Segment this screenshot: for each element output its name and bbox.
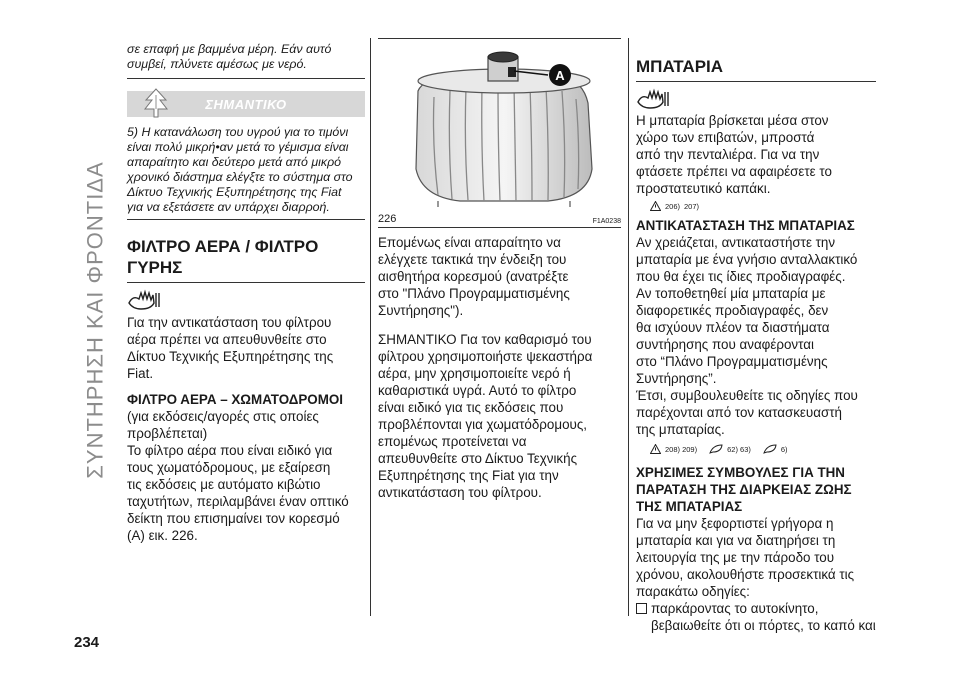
figure-top-rule [378, 38, 621, 39]
figure-bottom-rule [378, 227, 621, 228]
page-number: 234 [74, 634, 100, 651]
environment-icon [763, 444, 777, 454]
battery-life-tips-subheading: ΧΡΗΣΙΜΕΣ ΣΥΜΒΟΥΛΕΣ ΓΙΑ ΤΗΝ ΠΑΡΑΤΑΣΗ ΤΗΣ ΔΙΑΡΚΕΙΑΣ ΖΩΗΣ ΤΗΣ ΜΠΑΤΑΡΙΑΣ [636, 465, 852, 514]
intro-underline [127, 78, 365, 79]
warning-references-2: 208) 209) 62) 63) 6) [636, 444, 876, 454]
figure-caption [378, 213, 621, 225]
warning-triangle-icon [650, 201, 661, 211]
column-divider-left [370, 38, 371, 616]
checkbox-bullet-icon [636, 603, 647, 614]
heading-underline [127, 282, 365, 283]
important-note-text: 5) Η κατανάλωση του υγρού για το τιμόνι είναι πολύ μικρή•αν μετά το γέμισμα είναι απαραίτητο και δεύτερο μετά από μικρό χρονικό διάστημα ελέγξτε το σύστημα στο Δίκτυο Τεχνικής Εξυπηρέτησης της Fiat για να εξετάσετε αν υπάρχει διαρροή. [127, 125, 353, 214]
column-3 [636, 38, 876, 634]
battery-life-tips-paragraph: Για να μην ξεφορτιστεί γρήγορα η μπαταρία και για να διατηρήσει τη λειτουργία της με την πάροδο του χρόνου, ακολουθήστε προσεκτικά τις παρακάτω οδηγίες: [636, 516, 855, 599]
air-filter-illustration [378, 51, 621, 207]
maintenance-glove-icon [636, 88, 670, 110]
tree-icon [143, 87, 169, 119]
air-filter-figure [378, 51, 621, 207]
intro-text: σε επαφή με βαμμένα μέρη. Εάν αυτό συμβεί, πλύνετε αμέσως με νερό. [127, 42, 332, 71]
column-divider-right [628, 38, 629, 616]
dirt-road-filter-paragraph: (για εκδόσεις/αγορές στις οποίες προβλέπεται) Το φίλτρο αέρα που είναι ειδικό για τους χωματόδρομους, με εξαίρεση τις εκδόσεις με αυτόματο κιβώτιο ταχυτήτων, περιλαμβάνει έναν οπτικό δείκτη που επισημαίνει τον κορεσμό (A) εικ. 226. [127, 409, 349, 543]
filter-cleaning-paragraph: ΣΗΜΑΝΤΙΚΟ Για τον καθαρισμό του φίλτρου χρησιμοποιήστε ψεκαστήρα αέρα, μην χρησιμοποιείτε νερό ή καθαριστικά υγρά. Αυτό το φίλτρο είναι ειδικό για τις εκδόσεις που προβλέπονται για χωματόδρομους, επομένως προτείνεται να απευθυνθείτε στο Δίκτυο Τεχνικής Εξυπηρέτησης της Fiat για την αντικατάσταση του φίλτρου. [378, 332, 593, 500]
column-2 [378, 38, 621, 501]
dirt-road-filter-subheading: ΦΙΛΤΡΟ ΑΕΡΑ – ΧΩΜΑΤΟΔΡΟΜΟΙ [127, 392, 344, 407]
side-section-title: ΣΥΝΤΗΡΗΣΗ ΚΑΙ ΦΡΟΝΤΙΔΑ [83, 161, 108, 479]
important-note-banner: ΣΗΜΑΝΤΙΚΟ [127, 91, 365, 117]
figure-number: 226 [378, 213, 397, 225]
battery-heading: ΜΠΑΤΑΡΙΑ [636, 57, 724, 76]
battery-replacement-paragraph: Αν χρειάζεται, αντικαταστήστε την μπαταρία με ένα γνήσιο ανταλλακτικό που θα έχει τις ίδιες προδιαγραφές. Αν τοποθετηθεί μία μπαταρία με διαφορετικές προδιαγραφές, δεν θα ισχύουν πλέον τα διαστήματα συντήρησης που αναφέρονται στο “Πλάνο Προγραμματισμένης Συντήρησης”. Έτσι, συμβουλευθείτε τις οδηγίες που παρέχονται από τον κατασκευαστή της μπαταρίας. [636, 235, 858, 437]
warning-triangle-icon [650, 444, 661, 454]
callout-a-label: A [555, 68, 565, 83]
air-filter-paragraph: Για την αντικατάσταση του φίλτρου αέρα πρέπει να απευθυνθείτε στο Δίκτυο Τεχνικής Εξυπηρέτησης της Fiat. [127, 315, 334, 381]
environment-icon [709, 444, 723, 454]
air-filter-heading: ΦΙΛΤΡΟ ΑΕΡΑ / ΦΙΛΤΡΟ ΓΥΡΗΣ [127, 237, 319, 277]
battery-replacement-subheading: ΑΝΤΙΚΑΤΑΣΤΑΣΗ ΤΗΣ ΜΠΑΤΑΡΙΑΣ [636, 218, 855, 233]
sensor-check-paragraph: Επομένως είναι απαραίτητο να ελέγχετε τακτικά την ένδειξη του αισθητήρα κορεσμού (ανατρέξτε στο "Πλάνο Προγραμματισμένης Συντήρησης"). [378, 235, 570, 318]
bullet-list-item: παρκάροντας το αυτοκίνητο, βεβαιωθείτε ότι οι πόρτες, το καπό και [636, 600, 876, 634]
column-1 [127, 38, 365, 544]
warning-references-1: 206) 207) [636, 201, 876, 211]
battery-heading-underline [636, 81, 876, 82]
maintenance-glove-icon [127, 289, 161, 311]
note-underline [127, 219, 365, 220]
battery-location-paragraph: Η μπαταρία βρίσκεται μέσα στον χώρο των επιβατών, μπροστά από την πενταλιέρα. Για να την φτάσετε πρέπει να αφαιρέσετε το προστατευτικό καπάκι. [636, 113, 832, 196]
figure-code: F1A0238 [592, 218, 621, 225]
